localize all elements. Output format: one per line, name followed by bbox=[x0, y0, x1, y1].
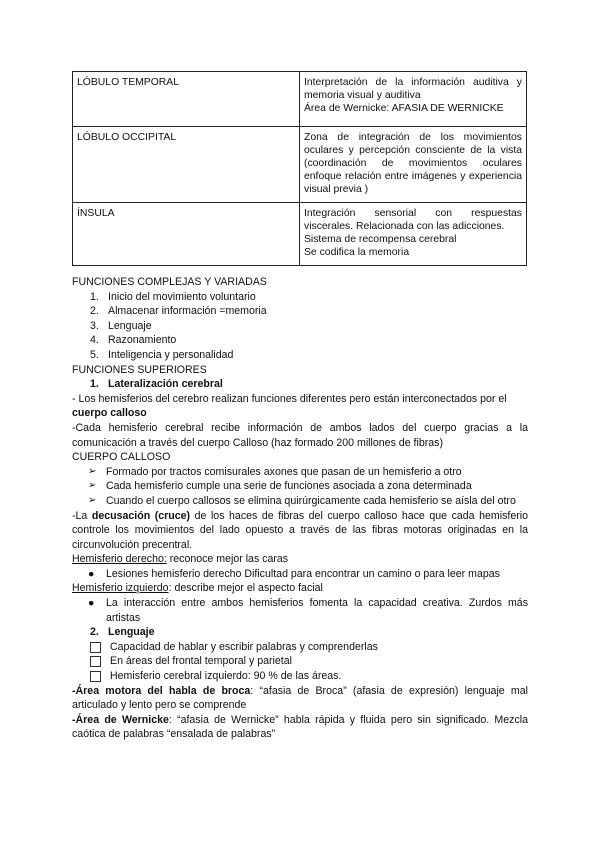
paragraph bbox=[72, 713, 528, 742]
table-row bbox=[73, 203, 527, 266]
text: -La bbox=[72, 509, 92, 522]
paragraph: - Los hemisferios del cerebro realizan funciones diferentes pero están interconectados por el bbox=[72, 392, 507, 405]
function-line: Se codifica la memoria bbox=[304, 247, 410, 258]
subheading-text: Lateralización cerebral bbox=[108, 378, 223, 391]
list-item bbox=[72, 596, 528, 625]
checkbox-icon[interactable] bbox=[90, 642, 101, 653]
bold-term: -Área motora del habla de broca bbox=[72, 684, 251, 697]
lobe-function bbox=[300, 72, 527, 127]
function-line: Sistema de recompensa cerebral bbox=[304, 234, 457, 245]
underlined-label: Hemisferio derecho: bbox=[72, 553, 167, 566]
bold-term: cuerpo calloso bbox=[72, 407, 147, 420]
subheading-text: Lenguaje bbox=[108, 626, 155, 639]
list-item-text: Inteligencia y personalidad bbox=[108, 348, 234, 361]
bullet-icon: ● bbox=[88, 597, 95, 610]
function-line: Integración sensorial con respuestas viscerales. Relacionada con las adicciones. bbox=[304, 208, 522, 232]
function-line: Área de Wernicke: AFASIA DE WERNICKE bbox=[304, 103, 504, 114]
section-title: FUNCIONES COMPLEJAS Y VARIADAS bbox=[72, 276, 267, 288]
bold-term: decusación (cruce) bbox=[91, 509, 191, 522]
checkbox-item bbox=[72, 640, 528, 655]
checkbox-label: En áreas del frontal temporal y parietal bbox=[110, 655, 292, 668]
checkbox-label: Capacidad de hablar y escribir palabras y comprenderlas bbox=[110, 640, 378, 653]
lobe-name: ÍNSULA bbox=[73, 203, 300, 266]
checkbox-item bbox=[72, 669, 528, 684]
section-title: FUNCIONES SUPERIORES bbox=[72, 363, 207, 376]
list-item bbox=[72, 479, 528, 494]
subheading: 2. Lenguaje bbox=[90, 626, 155, 639]
list-item-text: Inicio del movimiento voluntario bbox=[108, 290, 256, 303]
paragraph bbox=[72, 581, 528, 596]
list-item-text: Lesiones hemisferio derecho Dificultad para encontrar un camino o para leer mapas bbox=[106, 567, 500, 580]
underlined-label: Hemisferio izquierdo bbox=[72, 582, 169, 595]
text: : “afasia de Wernicke” habla rápida y fluida pero sin significado. Mezcla caótica de palabras “ensalada de palabras” bbox=[72, 713, 528, 741]
bold-term: -Área de Wernicke bbox=[72, 713, 169, 726]
list-item bbox=[72, 567, 528, 582]
list-item: 1. Inicio del movimiento voluntario bbox=[90, 290, 256, 303]
arrow-bullet-icon: ➢ bbox=[88, 494, 97, 506]
lobe-function bbox=[300, 203, 527, 266]
lobe-function bbox=[300, 127, 527, 203]
checkbox-icon[interactable] bbox=[90, 656, 101, 667]
paragraph bbox=[72, 552, 528, 567]
paragraph: -Cada hemisferio cerebral recibe información de ambos lados del cuerpo gracias a la comunicación a través del cuerpo Calloso (haz formado 200 millones de fibras) bbox=[72, 421, 528, 449]
paragraph bbox=[72, 509, 528, 553]
function-line: Zona de integración de los movimientos oculares y percepción consciente de la vista (coordinación de movimientos oculares enfoque relación entre imágenes y experiencia visual previa ) bbox=[304, 132, 522, 195]
arrow-bullet-icon: ➢ bbox=[88, 480, 97, 492]
text: reconoce mejor las caras bbox=[166, 553, 289, 566]
checkbox-label: Hemisferio cerebral izquierdo: 90 % de las áreas. bbox=[110, 670, 342, 683]
list-item: 3. Lenguaje bbox=[90, 319, 152, 332]
list-item bbox=[72, 465, 528, 480]
paragraph bbox=[72, 684, 528, 713]
brain-lobes-table bbox=[72, 71, 527, 266]
list-item-text: La interacción entre ambos hemisferios fomenta la capacidad creativa. Zurdos más artistas bbox=[106, 597, 528, 624]
table-row bbox=[73, 72, 527, 127]
function-line: Interpretación de la información auditiva y memoria visual y auditiva bbox=[304, 77, 522, 101]
checkbox-item bbox=[72, 654, 528, 669]
list-item-text: Cuando el cuerpo callosos se elimina quirúrgicamente cada hemisferio se aísla del otro bbox=[106, 494, 516, 507]
arrow-bullet-icon: ➢ bbox=[88, 465, 97, 477]
list-item-text: Formado por tractos comisurales axones que pasan de un hemisferio a otro bbox=[106, 465, 462, 478]
list-item bbox=[72, 494, 528, 509]
list-item: 5. Inteligencia y personalidad bbox=[90, 348, 234, 361]
list-item: 4. Razonamiento bbox=[90, 334, 177, 347]
text: : “afasia de Broca” (afasia de expresión) lenguaje mal articulado y lento pero se comprende bbox=[72, 684, 528, 712]
text: : describe mejor el aspecto facial bbox=[168, 582, 323, 595]
paragraph-bold bbox=[72, 406, 528, 421]
bullet-icon: ● bbox=[88, 567, 95, 580]
notes-body bbox=[72, 275, 528, 742]
lobe-name: LÓBULO TEMPORAL bbox=[73, 72, 300, 127]
section-title: CUERPO CALLOSO bbox=[72, 451, 171, 464]
list-item: 2. Almacenar información =memoria bbox=[90, 305, 267, 318]
lobe-name: LÓBULO OCCIPITAL bbox=[73, 127, 300, 203]
list-item-text: Razonamiento bbox=[108, 334, 177, 347]
list-item-text: Cada hemisferio cumple una serie de funciones asociada a zona determinada bbox=[106, 480, 472, 493]
text: de los haces de fibras del cuerpo calloso hace que cada hemisferio controle los movimientos del lado opuesto a través de las fibras motoras originadas en la circunvolución precentral. bbox=[72, 509, 528, 551]
subheading: 1. Lateralización cerebral bbox=[90, 378, 223, 391]
list-item-text: Lenguaje bbox=[108, 319, 152, 332]
list-item-text: Almacenar información =memoria bbox=[108, 305, 267, 318]
table-row bbox=[73, 127, 527, 203]
checkbox-icon[interactable] bbox=[90, 671, 101, 682]
